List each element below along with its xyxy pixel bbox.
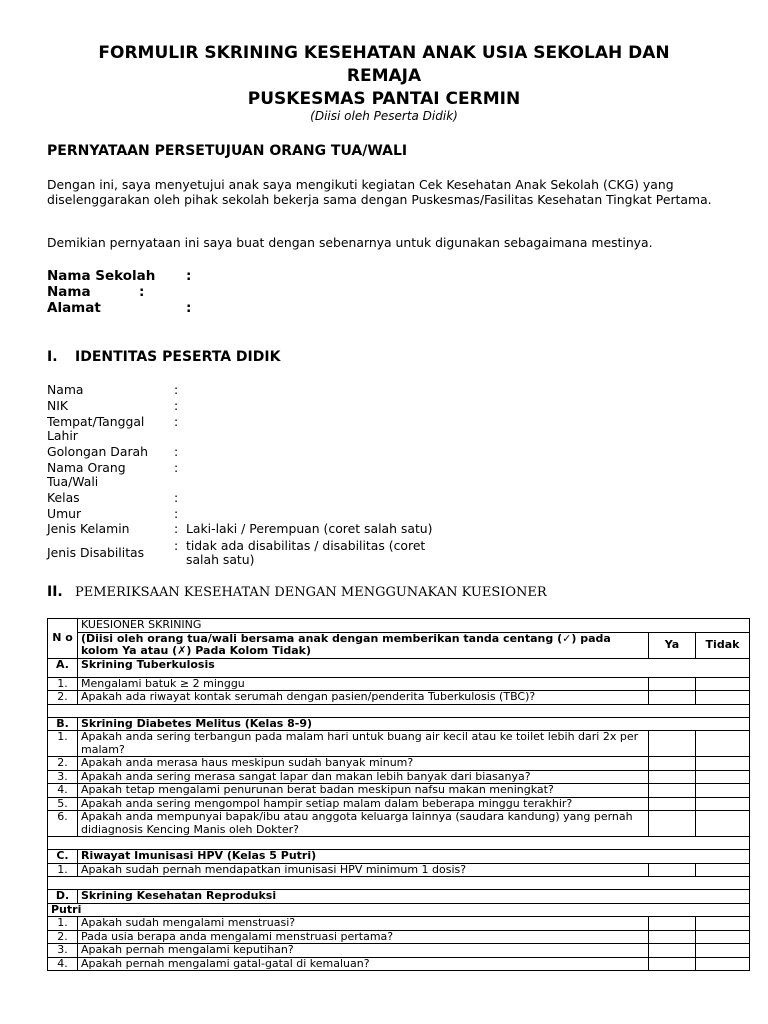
table-row bbox=[48, 917, 750, 931]
answer-tidak-cell[interactable] bbox=[696, 811, 750, 837]
answer-ya-cell[interactable] bbox=[649, 917, 696, 931]
identity-section-number: I. bbox=[47, 349, 58, 365]
answer-ya-cell[interactable] bbox=[649, 957, 696, 971]
table-header-row bbox=[48, 619, 750, 633]
identity-label: Nama bbox=[47, 382, 84, 397]
section-row bbox=[48, 658, 750, 677]
consent-heading: PERNYATAAN PERSETUJUAN ORANG TUA/WALI bbox=[47, 143, 408, 159]
question-no: 4. bbox=[48, 784, 78, 798]
answer-ya-cell[interactable] bbox=[649, 677, 696, 691]
question-no: 1. bbox=[48, 917, 78, 931]
section-letter: D. bbox=[48, 890, 78, 904]
answer-ya-cell[interactable] bbox=[649, 863, 696, 877]
identity-label: Jenis Kelamin bbox=[47, 521, 130, 536]
section-title: Skrining Tuberkulosis bbox=[78, 658, 750, 677]
table-row bbox=[48, 770, 750, 784]
answer-tidak-cell[interactable] bbox=[696, 677, 750, 691]
identity-colon: : bbox=[174, 490, 179, 505]
school-name-colon: : bbox=[186, 268, 192, 284]
answer-ya-cell[interactable] bbox=[649, 784, 696, 798]
section-row bbox=[48, 850, 750, 864]
address-colon: : bbox=[186, 300, 192, 316]
identity-colon: : bbox=[174, 538, 179, 553]
identity-label: Umur bbox=[47, 506, 82, 521]
section-title: Riwayat Imunisasi HPV (Kelas 5 Putri) bbox=[78, 850, 750, 864]
table-row bbox=[48, 930, 750, 944]
identity-colon: : bbox=[174, 444, 179, 459]
answer-ya-cell[interactable] bbox=[649, 811, 696, 837]
spacer-cell bbox=[48, 877, 750, 890]
identity-label: Kelas bbox=[47, 490, 80, 505]
identity-label: Tempat/Tanggal Lahir bbox=[47, 414, 145, 443]
table-header-row bbox=[48, 632, 750, 658]
form-title-line2: REMAJA bbox=[346, 66, 422, 86]
identity-colon: : bbox=[174, 398, 179, 413]
spacer-row bbox=[48, 837, 750, 850]
question-text: Apakah anda merasa haus meskipun sudah banyak minum? bbox=[78, 757, 649, 771]
question-no: 5. bbox=[48, 797, 78, 811]
col-ya-header: Ya bbox=[649, 632, 696, 658]
question-no: 6. bbox=[48, 811, 78, 837]
table-row bbox=[48, 731, 750, 757]
answer-tidak-cell[interactable] bbox=[696, 691, 750, 705]
question-no: 2. bbox=[48, 930, 78, 944]
col-title-header: KUESIONER SKRINING bbox=[78, 619, 750, 633]
table-row bbox=[48, 797, 750, 811]
gender-options[interactable]: Laki-laki / Perempuan (coret salah satu) bbox=[186, 521, 433, 536]
question-text: Apakah tetap mengalami penurunan berat badan meskipun nafsu makan meningkat? bbox=[78, 784, 649, 798]
col-tidak-header: Tidak bbox=[696, 632, 750, 658]
question-text: Apakah pernah mengalami keputihan? bbox=[78, 944, 649, 958]
question-no: 2. bbox=[48, 691, 78, 705]
parent-name-colon: : bbox=[139, 284, 145, 300]
consent-paragraph-1: Dengan ini, saya menyetujui anak saya mengikuti kegiatan Cek Kesehatan Anak Sekolah (CKG) yang diselenggarakan oleh pihak sekolah bekerja sama dengan Puskesmas/Fasilitas Kesehatan Tingkat Pertama. bbox=[47, 177, 712, 207]
question-text: Pada usia berapa anda mengalami menstruasi pertama? bbox=[78, 930, 649, 944]
identity-label: NIK bbox=[47, 398, 69, 413]
identity-label: Jenis Disabilitas bbox=[47, 545, 145, 560]
section-letter: A. bbox=[48, 658, 78, 677]
table-row bbox=[48, 944, 750, 958]
spacer-cell bbox=[48, 837, 750, 850]
spacer-row bbox=[48, 704, 750, 717]
section-letter: C. bbox=[48, 850, 78, 864]
question-text: Apakah sudah mengalami menstruasi? bbox=[78, 917, 649, 931]
answer-tidak-cell[interactable] bbox=[696, 770, 750, 784]
question-text: Mengalami batuk ≥ 2 minggu bbox=[78, 677, 649, 691]
answer-tidak-cell[interactable] bbox=[696, 797, 750, 811]
form-subtitle: (Diisi oleh Peserta Didik) bbox=[310, 109, 458, 123]
question-no: 1. bbox=[48, 731, 78, 757]
answer-tidak-cell[interactable] bbox=[696, 944, 750, 958]
answer-tidak-cell[interactable] bbox=[696, 957, 750, 971]
parent-name-label: Nama bbox=[47, 284, 91, 300]
spacer-row bbox=[48, 877, 750, 890]
section-row bbox=[48, 890, 750, 904]
section-letter: B. bbox=[48, 717, 78, 731]
identity-colon: : bbox=[174, 414, 179, 429]
answer-tidak-cell[interactable] bbox=[696, 863, 750, 877]
identity-label: Golongan Darah bbox=[47, 444, 148, 459]
question-no: 3. bbox=[48, 944, 78, 958]
answer-ya-cell[interactable] bbox=[649, 731, 696, 757]
table-row bbox=[48, 691, 750, 705]
answer-ya-cell[interactable] bbox=[649, 691, 696, 705]
answer-tidak-cell[interactable] bbox=[696, 731, 750, 757]
section-title: Skrining Diabetes Melitus (Kelas 8-9) bbox=[78, 717, 750, 731]
questionnaire-table bbox=[47, 618, 750, 971]
col-instruction-header: (Diisi oleh orang tua/wali bersama anak dengan memberikan tanda centang (✓) pada kolom Ya atau (✗) Pada Kolom Tidak) bbox=[78, 632, 649, 658]
answer-ya-cell[interactable] bbox=[649, 797, 696, 811]
question-no: 1. bbox=[48, 677, 78, 691]
question-no: 3. bbox=[48, 770, 78, 784]
table-row bbox=[48, 677, 750, 691]
col-no-header: N o bbox=[48, 619, 78, 659]
identity-colon: : bbox=[174, 521, 179, 536]
subgroup-title: Putri bbox=[48, 903, 750, 917]
form-title-line1: FORMULIR SKRINING KESEHATAN ANAK USIA SEKOLAH DAN bbox=[98, 43, 670, 63]
questionnaire-section-number: II. bbox=[47, 584, 63, 600]
disability-options[interactable]: tidak ada disabilitas / disabilitas (coret salah satu) bbox=[186, 538, 426, 567]
answer-tidak-cell[interactable] bbox=[696, 757, 750, 771]
answer-tidak-cell[interactable] bbox=[696, 917, 750, 931]
answer-ya-cell[interactable] bbox=[649, 944, 696, 958]
question-text: Apakah anda mempunyai bapak/ibu atau anggota keluarga lainnya (saudara kandung) yang pernah didiagnosis Kencing Manis oleh Dokter? bbox=[78, 811, 649, 837]
answer-ya-cell[interactable] bbox=[649, 770, 696, 784]
answer-ya-cell[interactable] bbox=[649, 757, 696, 771]
question-no: 1. bbox=[48, 863, 78, 877]
answer-tidak-cell[interactable] bbox=[696, 930, 750, 944]
answer-ya-cell[interactable] bbox=[649, 930, 696, 944]
question-text: Apakah anda sering merasa sangat lapar dan makan lebih banyak dari biasanya? bbox=[78, 770, 649, 784]
identity-colon: : bbox=[174, 460, 179, 475]
table-row bbox=[48, 784, 750, 798]
section-title: Skrining Kesehatan Reproduksi bbox=[78, 890, 750, 904]
section-row bbox=[48, 717, 750, 731]
question-no: 2. bbox=[48, 757, 78, 771]
questionnaire-section-heading: PEMERIKSAAN KESEHATAN DENGAN MENGGUNAKAN KUESIONER bbox=[75, 585, 547, 600]
table-row bbox=[48, 811, 750, 837]
identity-colon: : bbox=[174, 506, 179, 521]
table-row bbox=[48, 957, 750, 971]
school-name-label: Nama Sekolah bbox=[47, 268, 156, 284]
address-label: Alamat bbox=[47, 300, 101, 316]
question-text: Apakah anda sering terbangun pada malam hari untuk buang air kecil atau ke toilet lebih dari 2x per malam? bbox=[78, 731, 649, 757]
form-title-puskesmas: PUSKESMAS PANTAI CERMIN bbox=[247, 89, 521, 109]
answer-tidak-cell[interactable] bbox=[696, 784, 750, 798]
table-row bbox=[48, 863, 750, 877]
question-text: Apakah pernah mengalami gatal-gatal di kemaluan? bbox=[78, 957, 649, 971]
consent-paragraph-2: Demikian pernyataan ini saya buat dengan sebenarnya untuk digunakan sebagaimana mestinya. bbox=[47, 235, 653, 250]
question-text: Apakah anda sering mengompol hampir setiap malam dalam beberapa minggu terakhir? bbox=[78, 797, 649, 811]
identity-colon: : bbox=[174, 382, 179, 397]
question-text: Apakah sudah pernah mendapatkan imunisasi HPV minimum 1 dosis? bbox=[78, 863, 649, 877]
subgroup-row bbox=[48, 903, 750, 917]
identity-label: Nama Orang Tua/Wali bbox=[47, 460, 126, 489]
identity-section-heading: IDENTITAS PESERTA DIDIK bbox=[75, 349, 281, 365]
question-text: Apakah ada riwayat kontak serumah dengan pasien/penderita Tuberkulosis (TBC)? bbox=[78, 691, 649, 705]
table-row bbox=[48, 757, 750, 771]
spacer-cell bbox=[48, 704, 750, 717]
question-no: 4. bbox=[48, 957, 78, 971]
